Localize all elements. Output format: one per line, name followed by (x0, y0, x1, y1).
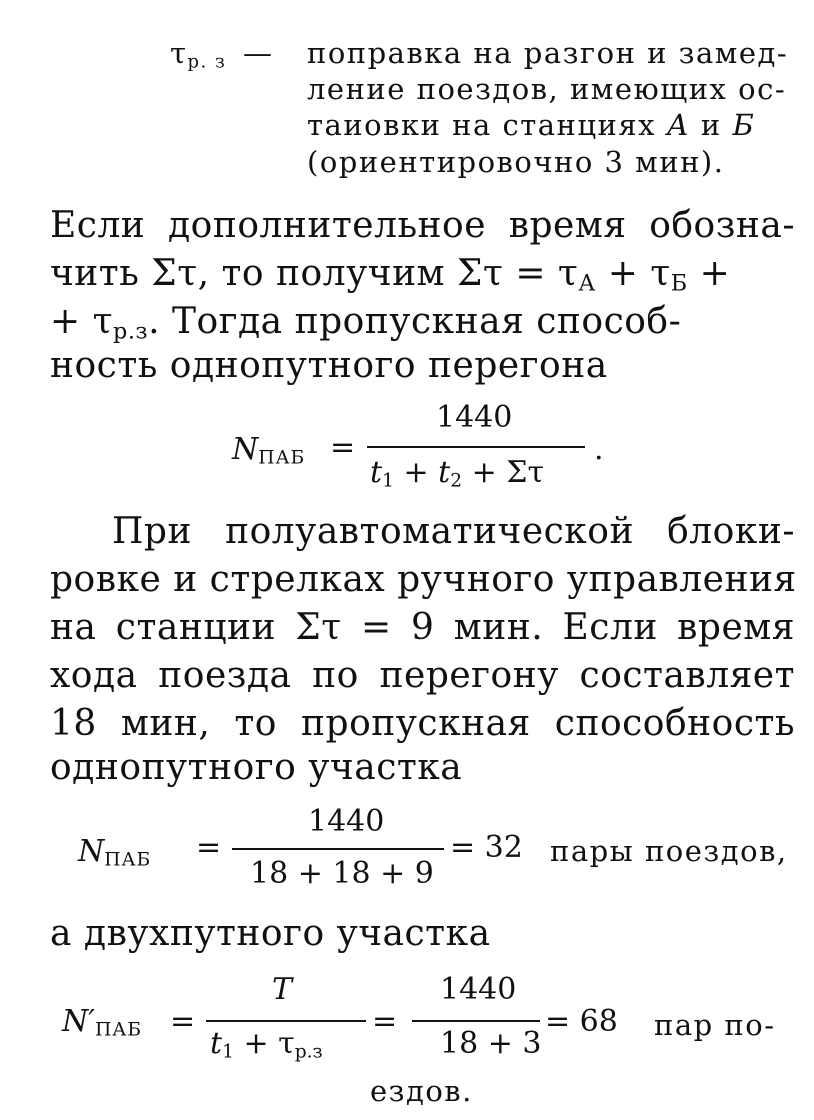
formula2-unit: пары поездов, (550, 834, 788, 868)
definition-line-2: ление поездов, имеющих ос- (307, 72, 787, 106)
para2-line-2: ровке и стрелках ручного управления (50, 559, 797, 600)
formula3-numerator1: T (272, 972, 293, 1007)
formula2-lhs: $N_{ПАБ}$ (78, 834, 152, 871)
formula1-dot: . (594, 432, 604, 467)
formula2-fraction-bar (232, 848, 444, 850)
formula3-eq1: = (170, 1004, 196, 1039)
formula3-result: = 68 (545, 1004, 618, 1039)
definition-symbol: $\tau_{р. з}$ — (170, 36, 274, 73)
para2-line-5: 18 мин, то пропускная способность (50, 703, 795, 744)
formula3-unit: пар по- (654, 1008, 776, 1042)
para1-line-4: ность однопутного перегона (50, 345, 608, 386)
para3-text: а двухпутного участка (50, 913, 491, 954)
formula3-continuation: ездов. (370, 1074, 473, 1108)
para2-line-4: хода поезда по перегону составляет (50, 655, 795, 696)
para1-line-3: + $\tau_{р.з}$. Тогда пропускная способ- (50, 301, 682, 345)
para2-line-1: При полуавтоматической блоки- (112, 511, 795, 552)
formula1-denominator: $t_1 + t_2 + \Sigma\tau$ (370, 455, 545, 492)
formula3-lhs: $N'_{ПАБ}$ (62, 1004, 143, 1041)
para2-line-3: на станции Στ = 9 мин. Если время (50, 607, 795, 648)
formula1-eq: = (330, 430, 356, 465)
formula1-numerator: 1440 (436, 400, 513, 435)
definition-line-1: поправка на разгон и замед- (307, 36, 789, 70)
formula3-fraction-bar-2 (412, 1020, 540, 1022)
formula2-eq: = (196, 830, 222, 865)
formula1-fraction-bar (367, 446, 585, 448)
formula3-denominator1: $t_1 + \tau_{р.з}$ (210, 1026, 323, 1063)
formula3-fraction-bar-1 (206, 1020, 366, 1022)
formula1-lhs: $N_{ПАБ}$ (232, 432, 306, 469)
para1-line-1: Если дополнительное время обозна- (50, 205, 795, 246)
formula2-numerator: 1440 (308, 804, 385, 839)
definition-line-4: (ориентировочно 3 мин). (307, 145, 725, 179)
formula3-denominator2: 18 + 3 (440, 1026, 542, 1061)
definition-line-3: таиовки на станциях А и Б (307, 108, 756, 142)
formula3-eq2: = (372, 1004, 398, 1039)
formula2-denominator: 18 + 18 + 9 (250, 856, 434, 891)
formula3-numerator2: 1440 (440, 972, 517, 1007)
para1-line-2: чить Στ, то получим $\Sigma\tau = \tau_А + \tau_Б$ + (50, 253, 731, 297)
para2-line-6: однопутного участка (50, 747, 463, 788)
formula2-result: = 32 (450, 830, 523, 865)
